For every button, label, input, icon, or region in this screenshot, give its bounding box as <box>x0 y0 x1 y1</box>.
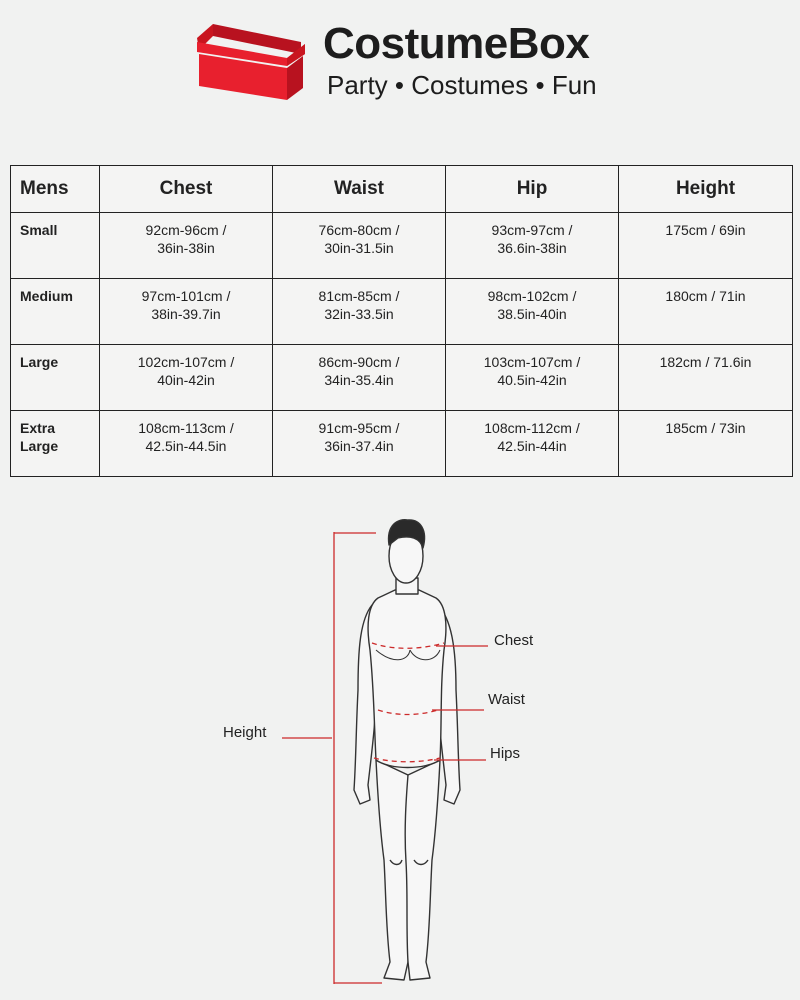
size-name: Extra Large <box>11 411 100 477</box>
chest-cell: 102cm-107cm / 40in-42in <box>100 345 273 411</box>
chest-cell: 97cm-101cm / 38in-39.7in <box>100 279 273 345</box>
chest-label: Chest <box>494 632 534 649</box>
height-cell: 182cm / 71.6in <box>619 345 793 411</box>
column-header-height: Height <box>619 166 793 213</box>
hip-cell: 93cm-97cm / 36.6in-38in <box>446 213 619 279</box>
waist-cell: 91cm-95cm / 36in-37.4in <box>273 411 446 477</box>
size-name: Small <box>11 213 100 279</box>
waist-label: Waist <box>488 691 525 708</box>
hips-label: Hips <box>490 745 521 762</box>
size-name: Large <box>11 345 100 411</box>
column-header-chest: Chest <box>100 166 273 213</box>
hip-cell: 108cm-112cm / 42.5in-44in <box>446 411 619 477</box>
brand-tagline: Party • Costumes • Fun <box>327 70 597 100</box>
chest-cell: 92cm-96cm / 36in-38in <box>100 213 273 279</box>
brand-name: CostumeBox <box>323 19 590 68</box>
chest-cell: 108cm-113cm / 42.5in-44.5in <box>100 411 273 477</box>
height-label: Height <box>223 724 267 741</box>
waist-cell: 81cm-85cm / 32in-33.5in <box>273 279 446 345</box>
waist-cell: 86cm-90cm / 34in-35.4in <box>273 345 446 411</box>
column-header-waist: Waist <box>273 166 446 213</box>
height-cell: 185cm / 73in <box>619 411 793 477</box>
waist-cell: 76cm-80cm / 30in-31.5in <box>273 213 446 279</box>
height-cell: 180cm / 71in <box>619 279 793 345</box>
column-header-size: Mens <box>11 166 100 213</box>
size-name: Medium <box>11 279 100 345</box>
hip-cell: 103cm-107cm / 40.5in-42in <box>446 345 619 411</box>
hip-cell: 98cm-102cm / 38.5in-40in <box>446 279 619 345</box>
column-header-hip: Hip <box>446 166 619 213</box>
height-cell: 175cm / 69in <box>619 213 793 279</box>
human-figure <box>354 520 460 980</box>
